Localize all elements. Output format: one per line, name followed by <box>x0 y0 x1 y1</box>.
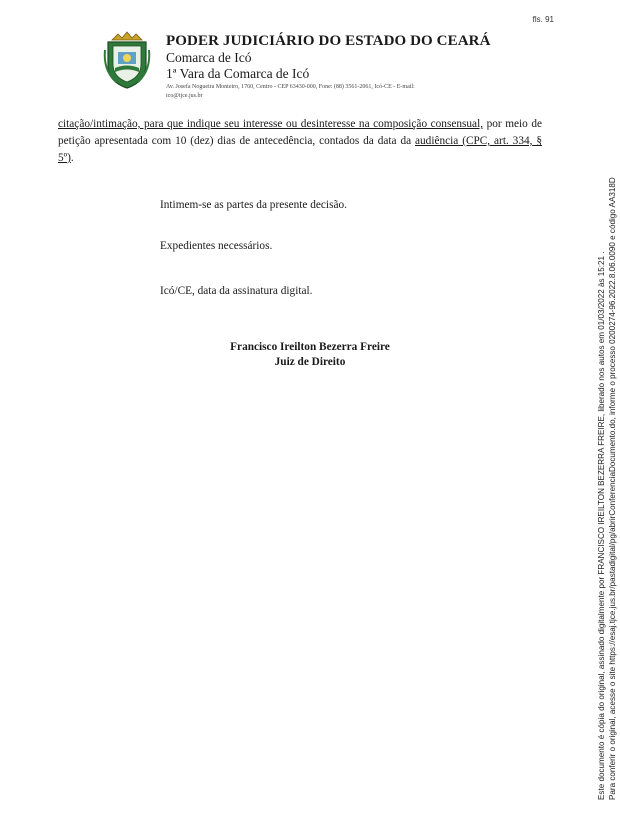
signature-role: Juiz de Direito <box>274 356 346 368</box>
court-email: ico@tjce.jus.br <box>166 93 203 99</box>
digital-signature-note <box>596 177 618 800</box>
side-note-line-2: Para conferir o original, acesse o site https://esaj.tjce.jus.br/pastadigital/pg/abrirConferenciaDocumento.do, informe o processo 0200274-96.2022.8.06.0090 e código AA318D <box>608 177 617 800</box>
court-name: PODER JUDICIÁRIO DO ESTADO DO CEARÁ <box>166 33 491 49</box>
paragraph-end: . <box>70 152 74 164</box>
intimation-line: Intimem-se as partes da presente decisão. <box>160 199 347 211</box>
ceara-coat-of-arms-icon <box>104 30 150 90</box>
underlined-citation: audiência (CPC, art. 334, § 5º) <box>58 135 542 164</box>
decision-paragraph <box>58 116 542 167</box>
underlined-text: citação/intimação, para que indique seu interesse ou desinteresse na composição consensual, <box>58 118 484 130</box>
page-folio: fls. 91 <box>532 15 554 24</box>
paragraph-text: por meio de petição apresentada com 10 (dez) dias de antecedência, contados da data da <box>58 118 542 147</box>
letterhead <box>104 30 544 102</box>
vara-name: 1ª Vara da Comarca de Icó <box>166 66 310 81</box>
signature-name: Francisco Ireilton Bezerra Freire <box>230 341 390 353</box>
expedientes-line: Expedientes necessários. <box>160 240 273 252</box>
comarca-name: Comarca de Icó <box>166 50 252 65</box>
court-address: Av. Josefa Nogueira Monteiro, 1760, Centro - CEP 63430-000, Fone: (88) 3561-2061, Icó-CE - E-mail: <box>166 84 415 90</box>
side-note-line-1: Este documento é cópia do original, assinado digitalmente por FRANCISCO IREILTON BEZERRA FREIRE, liberado nos autos em 01/03/2022 às 15:21 . <box>597 251 606 800</box>
letterhead-text <box>166 32 556 100</box>
place-date-line: Icó/CE, data da assinatura digital. <box>160 285 313 297</box>
